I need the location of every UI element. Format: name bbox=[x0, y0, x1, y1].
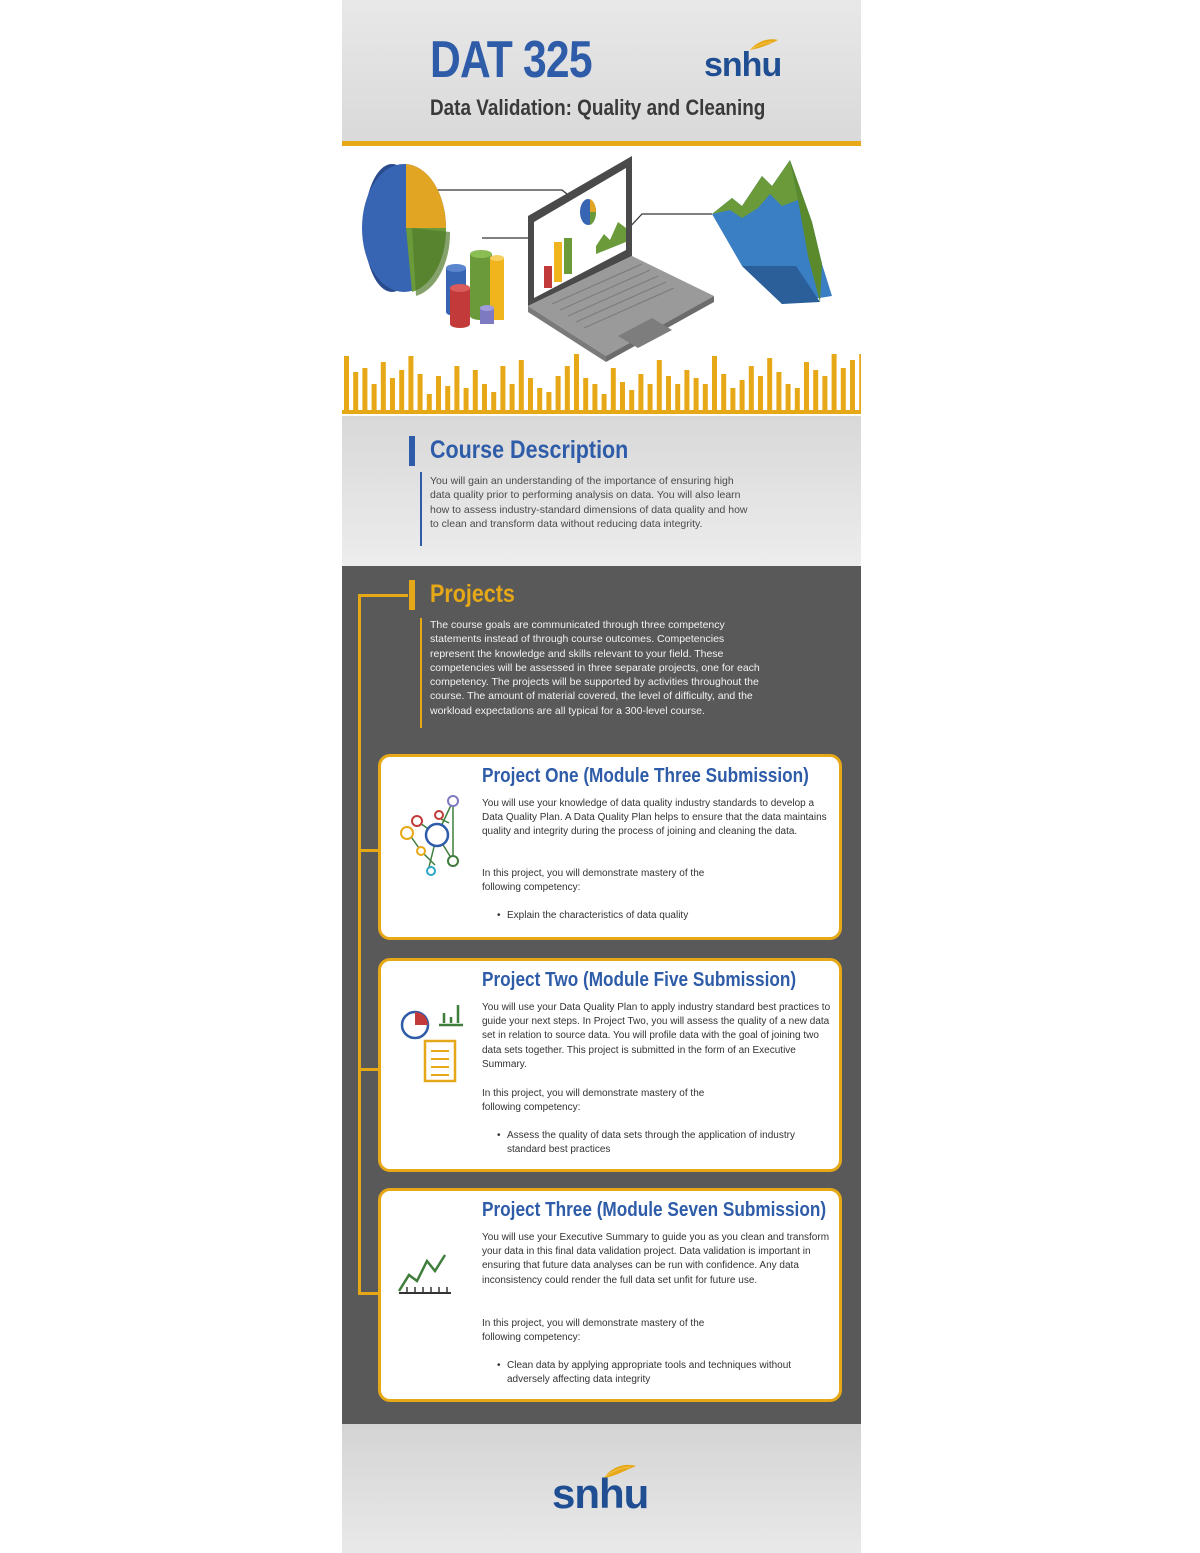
description-side-line bbox=[420, 472, 422, 546]
decorative-bar bbox=[473, 370, 478, 414]
decorative-bar bbox=[390, 378, 395, 414]
project-one-lead: In this project, you will demonstrate mastery of the following competency: bbox=[482, 868, 705, 894]
decorative-bar bbox=[500, 366, 505, 414]
cylinder-chart-icon bbox=[446, 250, 504, 328]
project-two-competency: • Assess the quality of data sets through the application of industry standard best practices bbox=[497, 1129, 797, 1157]
line-chart-icon bbox=[395, 1251, 455, 1301]
snhu-logo bbox=[704, 38, 784, 93]
decorative-bar bbox=[399, 370, 404, 414]
project-three-lead: In this project, you will demonstrate mastery of the following competency: bbox=[482, 1318, 705, 1344]
project-one-title: Project One (Module Three Submission) bbox=[482, 765, 809, 787]
decorative-bar bbox=[583, 378, 588, 414]
decorative-bar bbox=[776, 372, 781, 414]
projects-bracket-line bbox=[358, 594, 361, 1294]
snhu-footer-logo bbox=[552, 1464, 652, 1524]
course-description-title: Course Description bbox=[430, 436, 629, 464]
project-three-competency: • Clean data by applying appropriate tools and techniques without adversely affecting data integrity bbox=[497, 1359, 832, 1387]
decorative-bar bbox=[408, 356, 413, 414]
infographic-page bbox=[342, 0, 861, 1553]
decorative-bar bbox=[454, 366, 459, 414]
project-two-card bbox=[378, 958, 842, 1172]
footer bbox=[342, 1424, 861, 1553]
decorative-bar bbox=[666, 376, 671, 414]
header bbox=[342, 0, 861, 143]
decorative-bar bbox=[767, 358, 772, 414]
decorative-bar bbox=[832, 354, 837, 414]
description-accent-bar bbox=[409, 436, 415, 466]
laptop-icon bbox=[528, 156, 714, 362]
project-one-competency: • Explain the characteristics of data quality bbox=[497, 909, 832, 923]
decorative-bar bbox=[362, 368, 367, 414]
decorative-bar bbox=[712, 356, 717, 414]
bar-strip-baseline bbox=[342, 410, 861, 414]
report-charts-icon bbox=[395, 997, 467, 1087]
projects-section bbox=[342, 566, 861, 1424]
decorative-bar bbox=[528, 378, 533, 414]
projects-bracket-tick-3 bbox=[358, 1292, 378, 1295]
mountain-chart-icon bbox=[712, 160, 832, 304]
course-title: Data Validation: Quality and Cleaning bbox=[430, 95, 766, 120]
decorative-bar bbox=[740, 380, 745, 414]
snhu-logo-text: snhu bbox=[704, 46, 782, 84]
decorative-bar bbox=[574, 354, 579, 414]
project-two-text: You will use your Data Quality Plan to apply industry standard best practices to guide your next steps. In Project Two, you will assess the quality of a new data set in relation to source data. You will profile data with the goal of joining two data sets together. This project is submitted in the form of an Executive Summary. bbox=[482, 1002, 831, 1070]
decorative-bar bbox=[445, 386, 450, 414]
project-three-text: You will use your Executive Summary to guide you as you clean and transform your data in this final data validation project. Data validation is important in ensuring that future data analyses can be run with confidence. Any data inconsistency could render the full data set unfit for future use. bbox=[482, 1232, 830, 1286]
decorative-bar bbox=[648, 384, 653, 414]
project-one-text: You will use your knowledge of data quality industry standards to develop a Data Quality Plan. A Data Quality Plan helps to ensure that the data maintains quality and integrity during the process of joining and cleaning the data. bbox=[482, 798, 827, 838]
decorative-bar bbox=[556, 376, 561, 414]
decorative-bar bbox=[703, 384, 708, 414]
network-nodes-icon bbox=[395, 793, 467, 889]
decorative-bar bbox=[381, 362, 386, 414]
decorative-bar bbox=[749, 366, 754, 414]
projects-side-line bbox=[420, 618, 422, 728]
project-one-card bbox=[378, 754, 842, 940]
decorative-bar bbox=[510, 384, 515, 414]
projects-intro-text: The course goals are communicated through three competency statements instead of through course outcomes. Competencies represent the knowledge and skills relevant to your field. These competencies will be assessed in three separate projects, one for each competency. The projects will be supported by activities throughout the course. The amount of material covered, the level of difficulty, and the workload expectations are all typical for a 300-level course. bbox=[430, 619, 760, 717]
snhu-footer-logo-text: snhu bbox=[552, 1470, 649, 1517]
decorative-bar bbox=[344, 356, 349, 414]
course-code: DAT 325 bbox=[430, 31, 592, 89]
decorative-bar bbox=[353, 372, 358, 414]
course-description-section bbox=[342, 416, 861, 566]
decorative-bar bbox=[859, 354, 861, 414]
decorative-bar bbox=[519, 360, 524, 414]
decorative-bar bbox=[436, 376, 441, 414]
pie-chart-icon bbox=[362, 164, 450, 296]
decorative-bar bbox=[638, 374, 643, 414]
decorative-bar bbox=[657, 360, 662, 414]
data-illustration bbox=[342, 146, 861, 416]
decorative-bar bbox=[372, 384, 377, 414]
decorative-bar bbox=[786, 384, 791, 414]
decorative-bar bbox=[758, 376, 763, 414]
projects-accent-bar bbox=[409, 580, 415, 610]
decorative-bar bbox=[841, 368, 846, 414]
project-two-lead: In this project, you will demonstrate mastery of the following competency: bbox=[482, 1088, 705, 1114]
decorative-bar bbox=[418, 374, 423, 414]
decorative-bar bbox=[565, 366, 570, 414]
project-three-card bbox=[378, 1188, 842, 1402]
decorative-bar-strip bbox=[342, 354, 861, 414]
projects-bracket-top bbox=[358, 594, 408, 597]
project-two-title: Project Two (Module Five Submission) bbox=[482, 969, 797, 991]
decorative-bar bbox=[592, 384, 597, 414]
projects-bracket-tick-1 bbox=[358, 849, 378, 852]
projects-bracket-tick-2 bbox=[358, 1068, 378, 1071]
decorative-bar bbox=[611, 368, 616, 414]
decorative-bar bbox=[620, 382, 625, 414]
course-description-text: You will gain an understanding of the importance of ensuring high data quality prior to performing analysis on data. You will also learn how to assess industry-standard dimensions of data quality and how to clean and transform data without reducing data integrity. bbox=[430, 475, 748, 530]
decorative-bar bbox=[482, 384, 487, 414]
project-three-title: Project Three (Module Seven Submission) bbox=[482, 1199, 827, 1221]
decorative-bar bbox=[721, 374, 726, 414]
decorative-bar bbox=[822, 376, 827, 414]
decorative-bar bbox=[850, 360, 855, 414]
decorative-bar bbox=[684, 370, 689, 414]
decorative-bar bbox=[804, 362, 809, 414]
decorative-bar bbox=[813, 370, 818, 414]
projects-title: Projects bbox=[430, 580, 515, 608]
decorative-bar bbox=[675, 384, 680, 414]
decorative-bar bbox=[694, 378, 699, 414]
